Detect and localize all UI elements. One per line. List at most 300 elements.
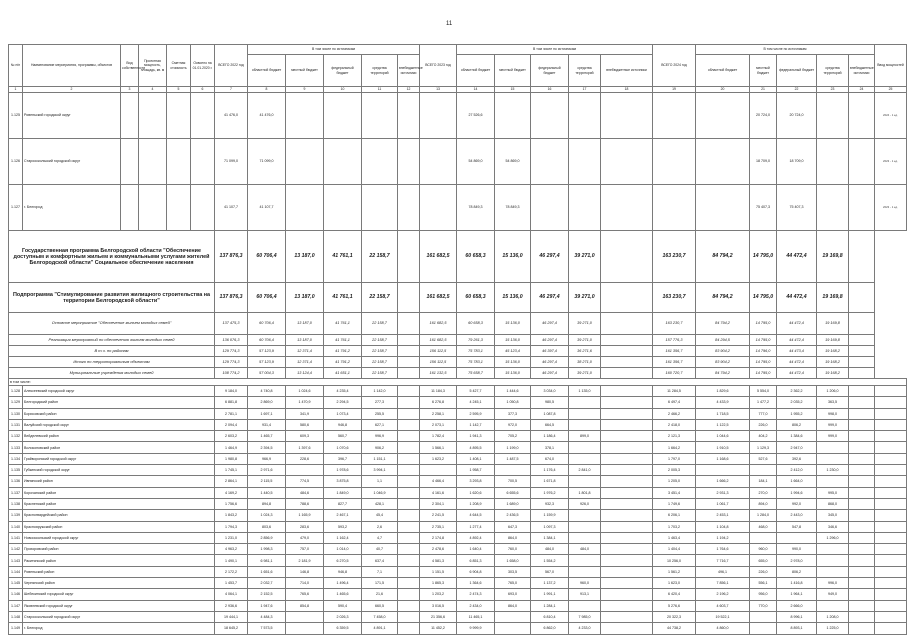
- row-cell: [653, 139, 696, 185]
- row-cell: [495, 623, 531, 634]
- row-cell: 5 276,6: [653, 600, 696, 611]
- row-name: Старооскольский городской округ: [23, 139, 121, 185]
- row-cell: 995,0: [817, 487, 849, 498]
- row-cell: 1 955,2: [777, 408, 817, 419]
- row-cell: 2 121,3: [653, 431, 696, 442]
- row-cell-empty: [849, 623, 875, 634]
- row-cell: 700,5: [495, 476, 531, 487]
- row-cell: 637,4: [362, 555, 398, 566]
- row-cell: 956,0: [750, 589, 777, 600]
- row-cell-empty: [601, 431, 653, 442]
- header-extrabudget: внебюджетные источники: [398, 55, 420, 87]
- row-cell: 1 756,6: [215, 498, 248, 509]
- prog-value: 13 187,0: [286, 231, 324, 283]
- row-cell: 788,6: [286, 498, 324, 509]
- row-cell-empty: [398, 544, 420, 555]
- table-row: [9, 408, 907, 419]
- row-cell: 44 738,2: [653, 623, 696, 634]
- row-cell: 1 865,3: [420, 578, 457, 589]
- row-cell: 4 064,1: [215, 589, 248, 600]
- row-name: Новооскольский городской округ: [23, 532, 215, 543]
- row-cell: 27 526,6: [457, 93, 495, 139]
- row-cell: [750, 611, 777, 622]
- row-cell: [569, 532, 601, 543]
- row-cell: 1 384,6: [777, 431, 817, 442]
- row-number: 1.133: [9, 442, 23, 453]
- row-cell: [817, 555, 849, 566]
- row-cell: 1 044,6: [696, 431, 750, 442]
- row-note: [875, 431, 907, 442]
- row-cell: 4 963,2: [215, 544, 248, 555]
- row-cell: 6 862,0: [531, 623, 569, 634]
- row-cell: 468,0: [750, 521, 777, 532]
- row-cell: 146,8: [286, 566, 324, 577]
- header-regional: областной бюджет: [457, 55, 495, 87]
- sub-name: Итого по территориальным объектам: [9, 357, 215, 368]
- sub-value: 83 904,2: [696, 346, 750, 357]
- row-number: 1.141: [9, 532, 23, 543]
- row-cell: 4,7: [362, 532, 398, 543]
- row-cell: 1 225,0: [817, 623, 849, 634]
- sub-value: 156 112,5: [420, 357, 457, 368]
- sub-value: 46 297,4: [531, 335, 569, 346]
- row-note: [875, 476, 907, 487]
- row-note: [875, 453, 907, 464]
- row-cell: 10 256,0: [653, 555, 696, 566]
- row-cell: 1 658,0: [495, 555, 531, 566]
- sub-value: 46 297,4: [531, 313, 569, 335]
- row-cell: 966,9: [248, 453, 286, 464]
- row-cell-empty: [849, 566, 875, 577]
- row-cell: [531, 185, 569, 231]
- row-cell: 4 245,1: [457, 397, 495, 408]
- row-number: 1.125: [9, 93, 23, 139]
- row-cell: 226,0: [750, 566, 777, 577]
- row-cell: 960,0: [569, 578, 601, 589]
- prog-row: [9, 283, 907, 313]
- row-cell: 363,5: [817, 397, 849, 408]
- row-cell: [817, 442, 849, 453]
- row-cell: 4 161,6: [420, 487, 457, 498]
- sub-value: 44 472,4: [777, 368, 817, 379]
- row-cell: 2 418,0: [653, 419, 696, 430]
- sub-value: 161 682,5: [420, 313, 457, 335]
- row-number: 1.140: [9, 521, 23, 532]
- sub-value: 14 796,0: [750, 346, 777, 357]
- sub-value: 39 271,0: [569, 368, 601, 379]
- header-total-2024: ВСЕГО 2024 год: [653, 45, 696, 87]
- sub-value: 41 761,1: [324, 313, 362, 335]
- row-cell: 1 151,1: [362, 453, 398, 464]
- row-cell-empty: [601, 578, 653, 589]
- row-name: Грайворонский городской округ: [23, 453, 215, 464]
- row-cell: 2 115,5: [248, 476, 286, 487]
- row-cell: [569, 453, 601, 464]
- row-name: Ивнянский район: [23, 476, 215, 487]
- row-cell: 1 463,4: [653, 532, 696, 543]
- row-cell-empty: [398, 498, 420, 509]
- row-cell: 2 971,6: [248, 465, 286, 476]
- row-cell: [139, 139, 167, 185]
- sub-value: [398, 357, 420, 368]
- row-cell: 714,0: [286, 578, 324, 589]
- row-cell: [569, 566, 601, 577]
- row-cell: 765,0: [495, 578, 531, 589]
- row-cell: 6 881,8: [215, 397, 248, 408]
- row-note: [875, 510, 907, 521]
- row-cell: [653, 93, 696, 139]
- row-cell-empty: [398, 431, 420, 442]
- row-cell: 18 709,0: [750, 139, 777, 185]
- prog-row: [9, 231, 907, 283]
- row-cell: 346,6: [817, 521, 849, 532]
- row-cell-empty: [849, 521, 875, 532]
- row-cell: 341,9: [286, 408, 324, 419]
- row-cell: 757,0: [286, 544, 324, 555]
- row-name: г. Белгород: [23, 185, 121, 231]
- row-cell: [817, 600, 849, 611]
- row-cell: [849, 185, 875, 231]
- sub-name: Основное мероприятие "Обеспечение жильем молодых семей": [9, 313, 215, 335]
- sub-value: 136 076,3: [215, 335, 248, 346]
- table-row: [9, 544, 907, 555]
- row-cell: [817, 476, 849, 487]
- row-cell: [121, 93, 139, 139]
- row-cell: 1 135,0: [569, 386, 601, 397]
- header-total-2022: ВСЕГО 2022 год: [215, 45, 248, 87]
- sub-value: 41 791,2: [324, 346, 362, 357]
- row-cell: 6 851,3: [457, 555, 495, 566]
- row-cell: 54 869,0: [457, 139, 495, 185]
- row-cell: 171,5: [362, 578, 398, 589]
- row-cell: 4 892,4: [457, 532, 495, 543]
- prog-value: 137 876,3: [215, 231, 248, 283]
- row-cell-empty: [601, 555, 653, 566]
- row-cell: 999,0: [817, 431, 849, 442]
- row-cell-empty: [398, 532, 420, 543]
- prog-name: Подпрограмма "Стимулирование развития жилищного строительства на территории Белгородской области": [9, 283, 215, 313]
- row-note: [875, 589, 907, 600]
- row-cell: 4 581,3: [420, 555, 457, 566]
- row-cell-empty: [601, 532, 653, 543]
- row-cell: 946,8: [324, 419, 362, 430]
- sub-value: 45 123,4: [495, 346, 531, 357]
- row-cell: [569, 442, 601, 453]
- row-cell: 18 645,2: [215, 623, 248, 634]
- row-cell: 2 436,5: [495, 510, 531, 521]
- row-cell: 1 231,0: [215, 532, 248, 543]
- sub-value: 12 371,4: [286, 357, 324, 368]
- row-cell: 990,0: [777, 544, 817, 555]
- prog-value: 15 136,0: [495, 231, 531, 283]
- row-cell: 674,0: [531, 453, 569, 464]
- row-cell: 20 322,3: [653, 611, 696, 622]
- sub-value: 15 136,0: [495, 357, 531, 368]
- row-cell: [817, 93, 849, 139]
- sub-value: [601, 368, 653, 379]
- row-cell: 1 097,3: [531, 521, 569, 532]
- row-number: 1.131: [9, 419, 23, 430]
- row-cell: 6 904,8: [457, 566, 495, 577]
- row-cell: [139, 185, 167, 231]
- row-number: 1.126: [9, 139, 23, 185]
- row-cell: 1 142,0: [362, 386, 398, 397]
- row-number: 1.134: [9, 453, 23, 464]
- row-cell: [362, 139, 398, 185]
- column-number: 16: [531, 87, 569, 93]
- row-cell: 8 996,1: [777, 611, 817, 622]
- prog-value: 13 187,0: [286, 283, 324, 313]
- row-cell: 1 230,0: [817, 465, 849, 476]
- header-federal: федеральный бюджет: [324, 55, 362, 87]
- row-cell: 2 666,0: [777, 600, 817, 611]
- row-cell: 1 384,1: [531, 532, 569, 543]
- column-number: 9: [286, 87, 324, 93]
- row-cell: 627,1: [362, 419, 398, 430]
- row-cell: 2 304,1: [420, 498, 457, 509]
- row-number: 1.138: [9, 498, 23, 509]
- row-number: 1.142: [9, 544, 23, 555]
- row-number: 1.145: [9, 578, 23, 589]
- row-cell: 2 478,6: [420, 544, 457, 555]
- sub-value: 83 904,2: [696, 357, 750, 368]
- row-name: Белгородский район: [23, 397, 215, 408]
- prog-value: 15 136,0: [495, 283, 531, 313]
- sub-value: 14 795,0: [750, 368, 777, 379]
- prog-value: [601, 231, 653, 283]
- row-note: [875, 578, 907, 589]
- sub-value: 13 187,0: [286, 335, 324, 346]
- row-cell: 2 073,1: [420, 419, 457, 430]
- row-cell-empty: [849, 442, 875, 453]
- sub-value: 57 123,9: [248, 346, 286, 357]
- column-number: 2: [23, 87, 121, 93]
- row-cell: 9 184,0: [215, 386, 248, 397]
- row-cell: 4 484,3: [248, 611, 286, 622]
- row-cell: [601, 139, 653, 185]
- sub-value: 84 794,2: [696, 313, 750, 335]
- row-cell-empty: [398, 487, 420, 498]
- row-cell-empty: [849, 487, 875, 498]
- row-cell: [139, 93, 167, 139]
- row-cell: 2 172,2: [215, 566, 248, 577]
- prog-name: Государственная программа Белгородской области "Обеспечение доступным и комфортным жильем и коммунальными услугами жителей Белгородской области" Социальное обеспечение населения: [9, 231, 215, 283]
- row-cell: 41 476,0: [248, 93, 286, 139]
- row-cell: 1 440,5: [248, 487, 286, 498]
- header-group-2023: В том числе по источникам: [457, 45, 653, 55]
- row-cell: 1 978,6: [324, 465, 362, 476]
- row-cell: 899,0: [569, 431, 601, 442]
- row-number: 1.129: [9, 397, 23, 408]
- row-name: Краснояружский район: [23, 521, 215, 532]
- row-cell: 664,5: [531, 419, 569, 430]
- row-name: Ровеньский район: [23, 566, 215, 577]
- row-cell: 868,0: [817, 498, 849, 509]
- column-number: 18: [601, 87, 653, 93]
- prog-value: 84 794,2: [696, 231, 750, 283]
- row-name: Корочанский район: [23, 487, 215, 498]
- row-cell: [569, 93, 601, 139]
- row-cell: 2 152,5: [248, 589, 286, 600]
- row-cell: 777,0: [750, 408, 777, 419]
- row-note: [875, 566, 907, 577]
- sub-value: 46 297,4: [531, 357, 569, 368]
- sub-value: 157 776,3: [653, 335, 696, 346]
- row-note: [875, 611, 907, 622]
- sub-note: [849, 313, 875, 335]
- column-number: 10: [324, 87, 362, 93]
- row-cell: 19 522,1: [696, 611, 750, 622]
- prog-value: 44 472,4: [777, 231, 817, 283]
- row-cell: [398, 139, 420, 185]
- row-cell: 2 362,2: [777, 386, 817, 397]
- row-cell-empty: [398, 465, 420, 476]
- row-cell-empty: [398, 555, 420, 566]
- row-cell: 1 976,2: [531, 487, 569, 498]
- row-cell: 999,0: [817, 419, 849, 430]
- row-cell: [569, 419, 601, 430]
- sub-value: 19 168,2: [817, 346, 849, 357]
- table-row: [9, 487, 907, 498]
- row-cell: [495, 93, 531, 139]
- row-cell: 378,1: [531, 442, 569, 453]
- row-cell-empty: [601, 408, 653, 419]
- row-cell: 2 035,2: [777, 397, 817, 408]
- table-body: [9, 93, 907, 635]
- row-cell: 1 794,3: [215, 521, 248, 532]
- row-cell: 8 893,1: [777, 623, 817, 634]
- row-cell: [191, 185, 215, 231]
- table-row: [9, 566, 907, 577]
- prog-value: 60 706,4: [248, 231, 286, 283]
- row-cell: 2 412,0: [777, 465, 817, 476]
- header-municipal: местный бюджет: [750, 55, 777, 87]
- row-cell: 1 284,0: [750, 510, 777, 521]
- sub-value: 75 783,1: [457, 357, 495, 368]
- row-cell: [750, 465, 777, 476]
- row-cell: 2 781,1: [215, 408, 248, 419]
- row-note: [875, 465, 907, 476]
- sub-value: 19 169,8: [817, 335, 849, 346]
- row-cell: 11 452,2: [420, 623, 457, 634]
- row-cell: 484,6: [286, 487, 324, 498]
- sub-value: 39 271,0: [569, 313, 601, 335]
- row-number: 1.143: [9, 555, 23, 566]
- row-name: Яковлевский городской округ: [23, 600, 215, 611]
- row-cell: 1 998,3: [248, 544, 286, 555]
- row-cell: 1 465,7: [248, 431, 286, 442]
- row-note: [875, 419, 907, 430]
- row-note: 2023 - 1 ед.: [875, 139, 907, 185]
- row-cell-empty: [849, 544, 875, 555]
- sub-value: 46 397,4: [531, 346, 569, 357]
- row-cell: 6 655,6: [495, 487, 531, 498]
- sub-value: [601, 335, 653, 346]
- row-cell: 228,6: [286, 453, 324, 464]
- row-cell: [777, 532, 817, 543]
- row-cell-empty: [849, 386, 875, 397]
- sub-value: 137 475,3: [215, 313, 248, 335]
- table-row: [9, 578, 907, 589]
- table-row: [9, 555, 907, 566]
- header-ownership: Вид собственности: [121, 45, 139, 87]
- row-cell: 255,5: [362, 408, 398, 419]
- row-cell-empty: [398, 589, 420, 600]
- row-cell: [569, 600, 601, 611]
- row-cell-empty: [849, 397, 875, 408]
- row-cell: [569, 139, 601, 185]
- row-cell: 949,0: [817, 589, 849, 600]
- row-name: г. Белгород: [23, 623, 215, 634]
- row-cell: [286, 465, 324, 476]
- row-number: 1.139: [9, 510, 23, 521]
- row-cell: 2 294,5: [324, 397, 362, 408]
- row-cell: [420, 465, 457, 476]
- prog-value: 39 271,0: [569, 231, 601, 283]
- column-number: 6: [191, 87, 215, 93]
- sub-value: 46 297,4: [531, 368, 569, 379]
- header-name: Наименование мероприятия, программы, объектов: [23, 45, 121, 87]
- sub-value: 44 472,4: [777, 357, 817, 368]
- row-note: [875, 532, 907, 543]
- sub-row: [9, 346, 907, 357]
- row-name: Губкинский городской округ: [23, 465, 215, 476]
- row-cell: 1 186,4: [531, 431, 569, 442]
- row-cell: [286, 185, 324, 231]
- sub-value: 19 168,2: [817, 368, 849, 379]
- row-number: 1.146: [9, 589, 23, 600]
- table-row: [9, 139, 907, 185]
- in-sense-row: [9, 379, 907, 386]
- row-cell: 2 841,0: [569, 465, 601, 476]
- sub-value: 15 136,0: [495, 313, 531, 335]
- table-row: [9, 386, 907, 397]
- table-row: [9, 431, 907, 442]
- row-cell: 226,0: [750, 419, 777, 430]
- row-cell: 6 276,8: [420, 397, 457, 408]
- row-number: 1.135: [9, 465, 23, 476]
- row-cell: 75 407,3: [777, 185, 817, 231]
- row-cell: 926,0: [569, 498, 601, 509]
- row-cell: 1 129,3: [750, 442, 777, 453]
- row-cell: 1 664,2: [653, 442, 696, 453]
- row-cell: [531, 93, 569, 139]
- row-cell: 806,2: [777, 419, 817, 430]
- row-cell-empty: [601, 419, 653, 430]
- row-cell: 1 797,0: [653, 453, 696, 464]
- prog-value: 46 297,4: [531, 283, 569, 313]
- row-cell: 19 444,1: [215, 611, 248, 622]
- row-note: [875, 408, 907, 419]
- row-cell: 11 465,1: [457, 611, 495, 622]
- column-number: 5: [167, 87, 191, 93]
- row-name: Прохоровский район: [23, 544, 215, 555]
- table-row: [9, 510, 907, 521]
- row-cell: [569, 476, 601, 487]
- row-cell: [286, 623, 324, 634]
- row-cell: 2 453,1: [696, 510, 750, 521]
- column-number: 12: [398, 87, 420, 93]
- sub-value: 44 473,4: [777, 346, 817, 357]
- column-number: 24: [849, 87, 875, 93]
- row-number: 1.137: [9, 487, 23, 498]
- sub-value: 60 706,4: [248, 335, 286, 346]
- row-cell: 1 208,9: [457, 498, 495, 509]
- sub-value: 15 136,0: [495, 335, 531, 346]
- row-cell: 972,0: [495, 419, 531, 430]
- row-cell: 1 205,0: [653, 476, 696, 487]
- row-number: 1.132: [9, 431, 23, 442]
